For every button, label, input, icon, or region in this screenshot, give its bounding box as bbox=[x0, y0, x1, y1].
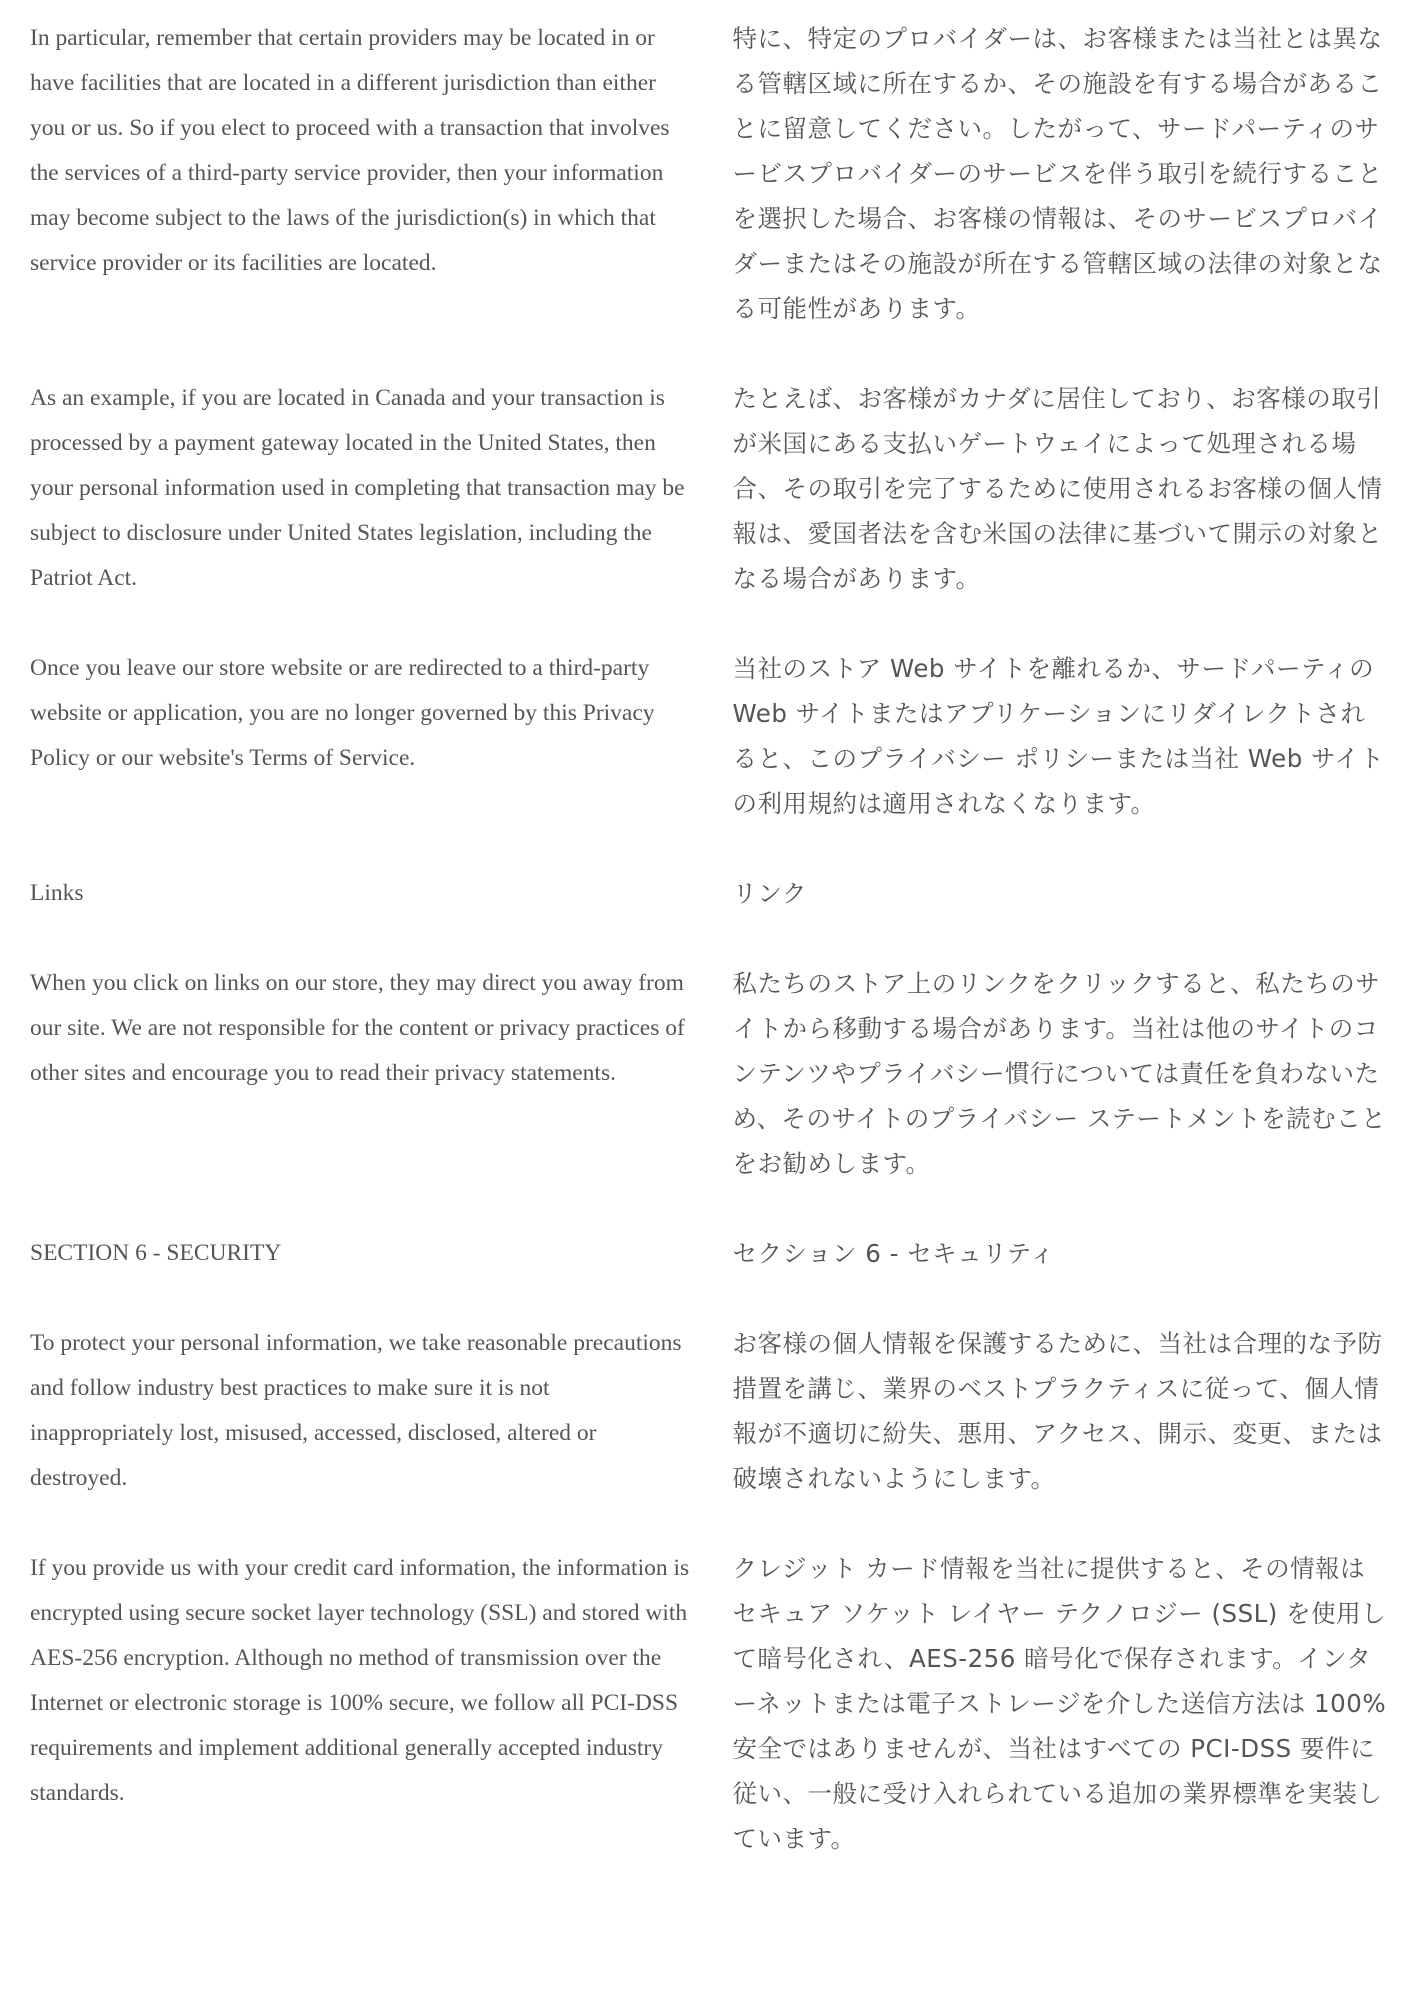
japanese-column bbox=[732, 16, 1390, 331]
paragraph-pair-precautions bbox=[30, 1321, 1390, 1501]
paragraph-pair-leaving-site bbox=[30, 646, 1390, 826]
japanese-column bbox=[732, 376, 1390, 601]
english-column bbox=[30, 646, 692, 781]
english-column bbox=[30, 1231, 692, 1276]
english-paragraph: In particular, remember that certain providers may be located in or have facilities that are located in a different jurisdiction than either you or us. So if you elect to proceed with a transaction that involves the services of a third-party service provider, then your information may become subject to the laws of the jurisdiction(s) in which that service provider or its facilities are located. bbox=[30, 25, 670, 276]
japanese-paragraph: 私たちのストア上のリンクをクリックすると、私たちのサイトから移動する場合があります。当社は他のサイトのコンテンツやプライバシー慣行については責任を負わないため、そのサイトのプライバシー ステートメントを読むことをお勧めします。 bbox=[732, 969, 1387, 1178]
bilingual-document bbox=[30, 16, 1390, 1906]
section-heading-links: Links bbox=[30, 880, 84, 906]
english-column bbox=[30, 376, 692, 601]
section-heading-security-ja: セクション 6 - セキュリティ bbox=[732, 1239, 1055, 1268]
japanese-paragraph: 特に、特定のプロバイダーは、お客様または当社とは異なる管轄区域に所在するか、その施設を有する場合があることに留意してください。したがって、サードパーティのサービスプロバイダーのサービスを伴う取引を続行することを選択した場合、お客様の情報は、そのサービスプロバイダーまたはその施設が所在する管轄区域の法律の対象となる可能性があります。 bbox=[732, 24, 1383, 323]
japanese-paragraph: たとえば、お客様がカナダに居住しており、お客様の取引が米国にある支払いゲートウェイによって処理される場合、その取引を完了するために使用されるお客様の個人情報は、愛国者法を含む米国の法律に基づいて開示の対象となる場合があります。 bbox=[732, 384, 1383, 593]
japanese-column bbox=[732, 1321, 1390, 1501]
english-column bbox=[30, 1546, 692, 1816]
japanese-column bbox=[732, 646, 1390, 826]
paragraph-pair-encryption bbox=[30, 1546, 1390, 1861]
japanese-column bbox=[732, 1231, 1390, 1276]
japanese-paragraph: 当社のストア Web サイトを離れるか、サードパーティの Web サイトまたはアプリケーションにリダイレクトされると、このプライバシー ポリシーまたは当社 Web サイトの利用規約は適用されなくなります。 bbox=[732, 654, 1385, 818]
paragraph-pair-links bbox=[30, 961, 1390, 1186]
section-heading-security: SECTION 6 - SECURITY bbox=[30, 1240, 282, 1266]
english-column bbox=[30, 1321, 692, 1501]
english-column bbox=[30, 16, 692, 286]
section-heading-links-ja: リンク bbox=[732, 879, 807, 908]
heading-pair-security bbox=[30, 1231, 1390, 1276]
english-column bbox=[30, 871, 692, 916]
english-paragraph: When you click on links on our store, they may direct you away from our site. We are not responsible for the content or privacy practices of other sites and encourage you to read their privacy statements. bbox=[30, 970, 685, 1086]
paragraph-pair-jurisdiction bbox=[30, 16, 1390, 331]
english-paragraph: If you provide us with your credit card information, the information is encrypted using secure socket layer technology (SSL) and stored with AES-256 encryption. Although no method of transmission over the Internet or electronic storage is 100% secure, we follow all PCI-DSS requirements and implement additional generally accepted industry standards. bbox=[30, 1555, 690, 1806]
english-paragraph: As an example, if you are located in Canada and your transaction is processed by a payment gateway located in the United States, then your personal information used in completing that transaction may be subject to disclosure under United States legislation, including the Patriot Act. bbox=[30, 385, 685, 591]
english-paragraph: Once you leave our store website or are redirected to a third-party website or application, you are no longer governed by this Privacy Policy or our website's Terms of Service. bbox=[30, 655, 655, 771]
japanese-paragraph: クレジット カード情報を当社に提供すると、その情報はセキュア ソケット レイヤー テクノロジー (SSL) を使用して暗号化され、AES-256 暗号化で保存されます。インターネットまたは電子ストレージを介した送信方法は 100% 安全ではありませんが、当社はすべての PCI-DSS 要件に従い、一般に受け入れられている追加の業界標準を実装しています。 bbox=[732, 1554, 1387, 1853]
english-column bbox=[30, 961, 692, 1096]
paragraph-pair-example bbox=[30, 376, 1390, 601]
english-paragraph: To protect your personal information, we take reasonable precautions and follow industry best practices to make sure it is not inappropriately lost, misused, accessed, disclosed, altered or destroyed. bbox=[30, 1330, 682, 1491]
japanese-column bbox=[732, 961, 1390, 1186]
heading-pair-links bbox=[30, 871, 1390, 916]
japanese-column bbox=[732, 1546, 1390, 1861]
japanese-paragraph: お客様の個人情報を保護するために、当社は合理的な予防措置を講じ、業界のベストプラクティスに従って、個人情報が不適切に紛失、悪用、アクセス、開示、変更、または破壊されないようにします。 bbox=[732, 1329, 1383, 1493]
japanese-column bbox=[732, 871, 1390, 916]
